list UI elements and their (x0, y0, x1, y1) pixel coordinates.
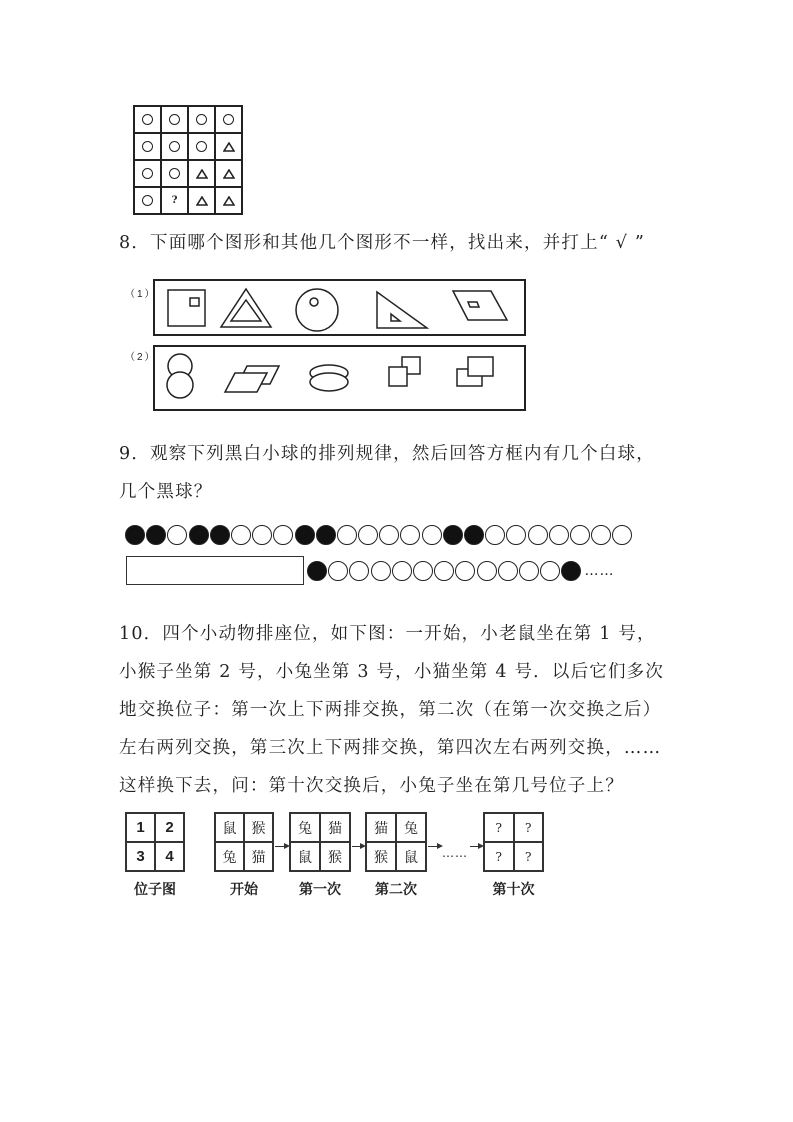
white-ball (570, 525, 590, 545)
circle-icon (223, 114, 234, 125)
two-rectangles-icon (457, 357, 493, 386)
grid-cell-circle (215, 106, 242, 133)
white-ball (371, 561, 391, 581)
grid-cell-question (161, 187, 188, 214)
triangle-icon (223, 142, 235, 152)
seat-cell: 猴 (244, 813, 273, 842)
q8-title: 8．下面哪个图形和其他几个图形不一样，找出来，并打上“ √ ” (119, 233, 646, 253)
white-ball (519, 561, 539, 581)
caption-tenth: 第十次 (492, 882, 535, 898)
circle-icon (169, 114, 180, 125)
ellipsis: …… (442, 846, 468, 860)
caption-second: 第二次 (375, 882, 417, 898)
circle-icon (196, 114, 207, 125)
black-ball (443, 525, 463, 545)
black-ball (146, 525, 166, 545)
seat-cell: 鼠 (396, 842, 426, 871)
seat-grid-start (214, 812, 274, 872)
white-ball (392, 561, 412, 581)
grid-cell-circle (161, 160, 188, 187)
seat-cell: 4 (155, 842, 184, 871)
grid-cell-circle (161, 106, 188, 133)
seat-cell: ? (514, 813, 544, 842)
white-ball (477, 561, 497, 581)
seat-grid-tenth (483, 812, 544, 872)
seat-cell: 1 (126, 813, 155, 842)
black-ball (189, 525, 209, 545)
caption-start: 开始 (230, 882, 258, 898)
black-ball (210, 525, 230, 545)
q10-line3: 地交换位子：第一次上下两排交换，第二次（在第一次交换之后） (119, 700, 662, 720)
circle-icon (142, 141, 153, 152)
arrow-icon (352, 846, 364, 847)
white-ball (273, 525, 293, 545)
two-ellipses-icon (310, 365, 348, 391)
seat-cell: ? (484, 842, 514, 871)
seat-cell: 鼠 (215, 813, 244, 842)
white-ball (349, 561, 369, 581)
white-ball (337, 525, 357, 545)
circle-icon (142, 114, 153, 125)
q10-line4: 左右两列交换，第三次上下两排交换，第四次左右两列交换，…… (119, 738, 662, 758)
answer-box[interactable] (126, 556, 304, 585)
triangle-icon (196, 169, 208, 179)
white-ball (528, 525, 548, 545)
white-ball (591, 525, 611, 545)
double-triangle-icon (221, 289, 271, 327)
q8-group2-box (153, 345, 526, 411)
q8-group1-box (153, 279, 526, 336)
two-squares-icon (389, 357, 420, 386)
circle-icon (196, 141, 207, 152)
grid-cell-circle (134, 160, 161, 187)
arrow-icon (428, 846, 441, 847)
right-triangle-icon (377, 292, 427, 328)
grid-cell-triangle (215, 160, 242, 187)
black-ball (295, 525, 315, 545)
seat-cell: ? (484, 813, 514, 842)
seat-grid-positions (125, 812, 185, 872)
white-ball (549, 525, 569, 545)
caption-first: 第一次 (299, 882, 341, 898)
circle-icon (142, 168, 153, 179)
triangle-icon (223, 196, 235, 206)
seat-cell: ? (514, 842, 544, 871)
white-ball (252, 525, 272, 545)
seat-cell: 3 (126, 842, 155, 871)
grid-cell-circle (134, 133, 161, 160)
black-ball (125, 525, 145, 545)
circle-icon (169, 141, 180, 152)
question-mark: ? (171, 195, 178, 206)
circle-icon (142, 195, 153, 206)
caption-positions: 位子图 (134, 882, 176, 898)
seat-cell: 猫 (244, 842, 273, 871)
grid-cell-circle (134, 106, 161, 133)
seat-cell: 2 (155, 813, 184, 842)
white-ball (498, 561, 518, 581)
seat-grid-first (289, 812, 351, 872)
ellipsis: …… (584, 563, 615, 579)
two-circles-icon (167, 354, 193, 398)
white-ball (358, 525, 378, 545)
grid-cell-triangle (215, 187, 242, 214)
white-ball (167, 525, 187, 545)
parallelogram-icon (453, 291, 507, 320)
q8-group2-label: （2） (125, 352, 157, 363)
grid-cell-circle (134, 187, 161, 214)
grid-cell-circle (188, 106, 215, 133)
seat-grid-second (365, 812, 427, 872)
white-ball (231, 525, 251, 545)
seat-cell: 兔 (215, 842, 244, 871)
grid-cell-triangle (215, 133, 242, 160)
pattern-grid (133, 105, 243, 215)
white-ball (612, 525, 632, 545)
seat-cell: 猫 (366, 813, 396, 842)
q9-line1: 9．观察下列黑白小球的排列规律，然后回答方框内有几个白球， (119, 444, 655, 464)
q8-group1-label: （1） (125, 289, 157, 300)
black-ball (316, 525, 336, 545)
ball-row-2 (307, 561, 614, 581)
seat-cell: 猴 (366, 842, 396, 871)
white-ball (413, 561, 433, 581)
triangle-icon (196, 196, 208, 206)
q10-line1: 10．四个小动物排座位，如下图：一开始，小老鼠坐在第 1 号， (119, 624, 656, 644)
q8-group2-shapes (155, 347, 524, 409)
q10-line5: 这样换下去，问：第十次交换后，小兔子坐在第几号位子上？ (119, 776, 624, 796)
white-ball (434, 561, 454, 581)
seat-cell: 猴 (320, 842, 350, 871)
seat-cell: 猫 (320, 813, 350, 842)
two-parallelograms-icon (225, 366, 279, 392)
square-with-small-square-icon (168, 290, 205, 326)
q10-line2: 小猴子坐第 2 号，小兔坐第 3 号，小猫坐第 4 号．以后它们多次 (119, 662, 665, 682)
seat-cell: 兔 (396, 813, 426, 842)
seat-cell: 兔 (290, 813, 320, 842)
grid-cell-triangle (188, 160, 215, 187)
white-ball (540, 561, 560, 581)
q8-group1-shapes (155, 281, 524, 334)
white-ball (379, 525, 399, 545)
white-ball (422, 525, 442, 545)
q9-line2: 几个黑球？ (119, 482, 213, 502)
triangle-icon (223, 169, 235, 179)
white-ball (455, 561, 475, 581)
black-ball (307, 561, 327, 581)
seat-cell: 鼠 (290, 842, 320, 871)
white-ball (506, 525, 526, 545)
white-ball (485, 525, 505, 545)
black-ball (464, 525, 484, 545)
circle-with-dot-icon (296, 289, 338, 331)
grid-cell-circle (188, 133, 215, 160)
grid-cell-circle (161, 133, 188, 160)
black-ball (561, 561, 581, 581)
white-ball (400, 525, 420, 545)
arrow-icon (275, 846, 288, 847)
ball-row-1 (125, 525, 634, 545)
arrow-icon (470, 846, 482, 847)
grid-cell-triangle (188, 187, 215, 214)
circle-icon (169, 168, 180, 179)
white-ball (328, 561, 348, 581)
